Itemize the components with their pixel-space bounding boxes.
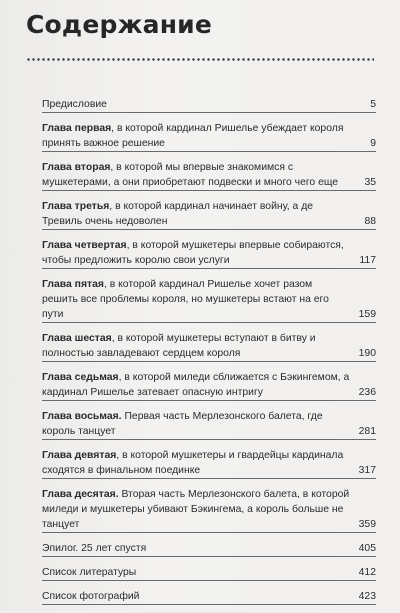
entry-text: , в которой кардинал Ришелье хочет разом решить все проблемы короля, но мушкетеры встают на его пути: [42, 279, 329, 320]
toc-entry[interactable]: [42, 160, 376, 191]
entry-heading: Глава десятая.: [42, 489, 119, 500]
entry-heading: Глава третья: [42, 201, 110, 212]
toc-entry[interactable]: [42, 370, 376, 401]
entry-page-number: 236: [358, 387, 376, 398]
toc-entry[interactable]: [42, 541, 376, 557]
entry-heading: Глава пятая: [42, 279, 104, 290]
toc-entry[interactable]: [42, 199, 376, 230]
toc-entry[interactable]: [42, 277, 376, 323]
entry-heading: Глава седьмая: [42, 372, 119, 383]
entry-text: Список фотографий: [42, 591, 140, 602]
entry-text: , в которой мушкетеры вступают в битву и полностью завладевают сердцем короля: [42, 333, 316, 359]
entry-page-number: 88: [364, 216, 376, 227]
entry-text: , в которой миледи сближается с Бэкингемом, а кардинал Ришелье затевает опасную интригу: [42, 372, 350, 398]
entry-text: , в которой мушкетеры впервые собираются, чтобы предложить королю свои услуги: [42, 240, 344, 266]
entry-page-number: 9: [370, 138, 376, 149]
toc-entry[interactable]: [42, 448, 376, 479]
entry-page-number: 317: [358, 465, 376, 476]
toc-entry[interactable]: [42, 97, 376, 113]
entry-text: Эпилог. 25 лет спустя: [42, 543, 147, 554]
entry-text: , в которой мы впервые знакомимся с мушкетерами, а они приобретают подвески и много чего еще: [42, 162, 339, 188]
entry-heading: Глава шестая: [42, 333, 112, 344]
entry-page-number: 35: [364, 177, 376, 188]
entry-text: , в которой кардинал начинает войну, а де Тревиль очень недоволен: [42, 201, 314, 227]
entry-heading: Глава вторая: [42, 162, 111, 173]
entry-page-number: 405: [358, 543, 376, 554]
dotted-divider: [26, 58, 374, 61]
entry-text: , в которой мушкетеры и гвардейцы кардинала сходятся в финальном поединке: [42, 450, 344, 476]
entry-heading: Глава первая: [42, 123, 112, 134]
toc-entry[interactable]: [42, 121, 376, 152]
entry-heading: Глава четвертая: [42, 240, 127, 251]
entry-heading: Глава восьмая.: [42, 411, 122, 422]
toc-entry[interactable]: [42, 565, 376, 581]
entry-text: , в которой кардинал Ришелье убеждает короля принять важное решение: [42, 123, 344, 149]
entry-page-number: 423: [358, 591, 376, 602]
entry-text: Вторая часть Мерлезонского балета, в которой миледи и мушкетеры убивают Бэкингема, а король больше не танцует: [42, 489, 350, 530]
toc-entry[interactable]: [42, 331, 376, 362]
entry-page-number: 5: [370, 99, 376, 110]
toc-entry[interactable]: [42, 409, 376, 440]
entry-text: Список литературы: [42, 567, 137, 578]
page-title: Содержание: [26, 10, 213, 39]
toc-entry[interactable]: [42, 487, 376, 533]
table-of-contents: [42, 97, 376, 613]
entry-page-number: 117: [359, 255, 376, 266]
toc-entry[interactable]: [42, 238, 376, 269]
entry-text: Предисловие: [42, 99, 107, 110]
entry-page-number: 159: [358, 309, 376, 320]
entry-text: Первая часть Мерлезонского балета, где король танцует: [42, 411, 323, 437]
entry-page-number: 190: [358, 348, 376, 359]
entry-page-number: 412: [358, 567, 376, 578]
entry-page-number: 281: [358, 426, 376, 437]
toc-entry[interactable]: [42, 589, 376, 605]
entry-page-number: 359: [358, 519, 376, 530]
entry-heading: Глава девятая: [42, 450, 117, 461]
